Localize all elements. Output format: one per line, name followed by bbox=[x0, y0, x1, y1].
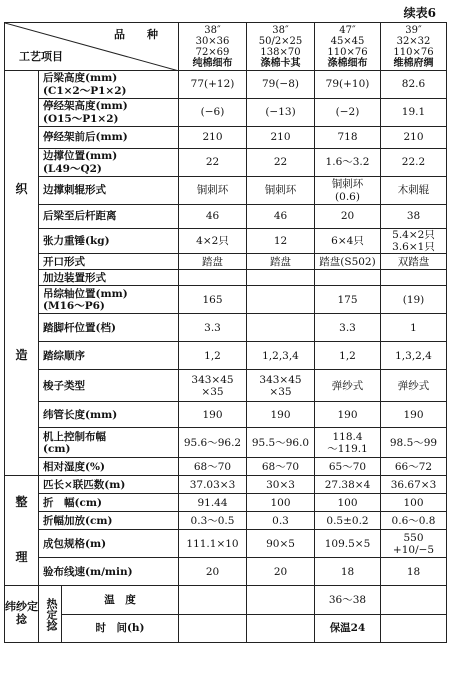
table-cell: 82.6 bbox=[381, 71, 447, 99]
header-column bbox=[247, 23, 315, 71]
table-cell: 100 bbox=[315, 494, 381, 512]
row-item-label: 吊综轴位置(mm) (M16～P6) bbox=[39, 286, 179, 314]
weft-group-label: 热定捻 bbox=[39, 586, 62, 642]
table-cell: 12 bbox=[247, 229, 315, 254]
table-row bbox=[5, 530, 447, 558]
table-row bbox=[5, 205, 447, 229]
table-cell: 79(+10) bbox=[315, 71, 381, 99]
continued-label: 续表6 bbox=[403, 6, 436, 20]
row-item-label: 张力重锤(kg) bbox=[39, 229, 179, 254]
table-cell: 1,2 bbox=[315, 342, 381, 370]
table-row bbox=[5, 127, 447, 149]
table-cell bbox=[247, 614, 315, 643]
table-row bbox=[5, 149, 447, 177]
table-cell: 20 bbox=[315, 205, 381, 229]
table-cell: 91.44 bbox=[179, 494, 247, 512]
header-product-label: 品 种 bbox=[114, 28, 158, 41]
header-spec: 30×36 bbox=[195, 35, 230, 47]
table-cell: 0.3～0.5 bbox=[179, 512, 247, 530]
table-cell: 30×3 bbox=[247, 476, 315, 494]
table-row bbox=[5, 458, 447, 476]
table-cell: 100 bbox=[247, 494, 315, 512]
table-row bbox=[5, 512, 447, 530]
table-cell: 踏盘 bbox=[247, 254, 315, 270]
table-cell: 109.5×5 bbox=[315, 530, 381, 558]
table-cell: (−2) bbox=[315, 99, 381, 127]
table-row bbox=[5, 254, 447, 270]
table-cell: 65～70 bbox=[315, 458, 381, 476]
table-cell: 20 bbox=[247, 558, 315, 586]
table-cell bbox=[247, 314, 315, 342]
table-cell: 66～72 bbox=[381, 458, 447, 476]
row-item-label: 纬管长度(mm) bbox=[39, 402, 179, 428]
header-row bbox=[5, 23, 447, 71]
table-cell: 1,2,3,4 bbox=[247, 342, 315, 370]
table-cell bbox=[179, 614, 247, 643]
row-item-label: 匹长×联匹数(m) bbox=[39, 476, 179, 494]
row-item-label: 折 幅(cm) bbox=[39, 494, 179, 512]
table-cell: 90×5 bbox=[247, 530, 315, 558]
header-column bbox=[179, 23, 247, 71]
row-item-label: 加边装置形式 bbox=[39, 270, 179, 286]
header-corner bbox=[5, 23, 179, 71]
table-cell: 1.6～3.2 bbox=[315, 149, 381, 177]
table-cell: 77(+12) bbox=[179, 71, 247, 99]
header-width: 38″ bbox=[272, 24, 289, 36]
process-table bbox=[4, 22, 447, 643]
table-cell: 6×4只 bbox=[315, 229, 381, 254]
table-cell: 343×45 ×35 bbox=[247, 370, 315, 402]
table-cell: 343×45 ×35 bbox=[179, 370, 247, 402]
table-cell: 0.6～0.8 bbox=[381, 512, 447, 530]
row-item-label: 后梁至后杆距离 bbox=[39, 205, 179, 229]
table-cell: 铜刺环 bbox=[247, 177, 315, 205]
table-cell: 190 bbox=[381, 402, 447, 428]
header-name: 涤棉卡其 bbox=[260, 57, 301, 69]
section-weaving: 织 造 bbox=[5, 71, 39, 476]
header-column bbox=[381, 23, 447, 71]
section-finishing: 整 理 bbox=[5, 476, 39, 586]
table-cell: 46 bbox=[247, 205, 315, 229]
table-cell: 双踏盘 bbox=[381, 254, 447, 270]
row-item-label: 踏脚杆位置(档) bbox=[39, 314, 179, 342]
table-cell: 165 bbox=[179, 286, 247, 314]
table-cell: 铜刺环 bbox=[179, 177, 247, 205]
table-cell: 铜刺环 (0.6) bbox=[315, 177, 381, 205]
table-row bbox=[5, 99, 447, 127]
table-row bbox=[5, 71, 447, 99]
header-spec: 32×32 bbox=[396, 35, 431, 47]
table-cell: 111.1×10 bbox=[179, 530, 247, 558]
table-cell: (−6) bbox=[179, 99, 247, 127]
row-item-label: 停经架高度(mm) (O15～P1×2) bbox=[39, 99, 179, 127]
table-cell: 36.67×3 bbox=[381, 476, 447, 494]
table-cell: 22 bbox=[179, 149, 247, 177]
table-cell: 22 bbox=[247, 149, 315, 177]
row-item-label: 边撑位置(mm) (L49～Q2) bbox=[39, 149, 179, 177]
table-cell: 0.5±0.2 bbox=[315, 512, 381, 530]
table-cell bbox=[247, 270, 315, 286]
table-cell: 27.38×4 bbox=[315, 476, 381, 494]
table-cell: 3.3 bbox=[315, 314, 381, 342]
table-row bbox=[5, 402, 447, 428]
table-row bbox=[5, 286, 447, 314]
table-cell: 95.6～96.2 bbox=[179, 428, 247, 458]
row-item-label: 验布线速(m/min) bbox=[39, 558, 179, 586]
table-cell: 175 bbox=[315, 286, 381, 314]
section-weft: 纬纱定捻 bbox=[5, 586, 39, 643]
table-row bbox=[5, 270, 447, 286]
table-row bbox=[5, 314, 447, 342]
row-item-label: 后梁高度(mm) (C1×2～P1×2) bbox=[39, 71, 179, 99]
table-row bbox=[5, 229, 447, 254]
weft-temp-label: 温 度 bbox=[62, 586, 178, 615]
table-cell: 1,3,2,4 bbox=[381, 342, 447, 370]
table-cell: 95.5～96.0 bbox=[247, 428, 315, 458]
table-cell: 98.5～99 bbox=[381, 428, 447, 458]
table-cell: 36～38 bbox=[315, 586, 381, 615]
weft-subtable bbox=[39, 586, 179, 643]
table-cell: 190 bbox=[315, 402, 381, 428]
header-name: 涤棉细布 bbox=[327, 57, 368, 69]
table-cell: (−13) bbox=[247, 99, 315, 127]
table-row bbox=[5, 342, 447, 370]
table-cell bbox=[179, 586, 247, 615]
table-cell: 210 bbox=[381, 127, 447, 149]
table-cell: 弹纱式 bbox=[381, 370, 447, 402]
header-process-label: 工艺项目 bbox=[19, 50, 63, 64]
header-spec: 50/2×25 bbox=[258, 35, 303, 47]
header-density: 72×69 bbox=[195, 46, 230, 58]
table-cell: 4×2只 bbox=[179, 229, 247, 254]
weft-time-label: 时 间(h) bbox=[95, 622, 145, 635]
table-cell: 550 +10/−5 bbox=[381, 530, 447, 558]
header-density: 110×76 bbox=[393, 46, 434, 58]
header-name: 纯棉细布 bbox=[192, 57, 233, 69]
row-item-label: 踏综顺序 bbox=[39, 342, 179, 370]
row-item-label: 边撑刺辊形式 bbox=[39, 177, 179, 205]
table-cell: 190 bbox=[179, 402, 247, 428]
table-cell: 踏盘(S502) bbox=[315, 254, 381, 270]
table-cell: 19.1 bbox=[381, 99, 447, 127]
table-row bbox=[5, 370, 447, 402]
table-cell: 踏盘 bbox=[179, 254, 247, 270]
table-cell bbox=[381, 270, 447, 286]
table-cell bbox=[247, 286, 315, 314]
table-cell: (19) bbox=[381, 286, 447, 314]
header-density: 110×76 bbox=[327, 46, 368, 58]
table-cell: 22.2 bbox=[381, 149, 447, 177]
table-cell: 190 bbox=[247, 402, 315, 428]
header-name: 维棉府绸 bbox=[393, 57, 434, 69]
table-cell: 718 bbox=[315, 127, 381, 149]
table-cell: 46 bbox=[179, 205, 247, 229]
header-column bbox=[315, 23, 381, 71]
table-cell: 79(−8) bbox=[247, 71, 315, 99]
table-cell: 68～70 bbox=[247, 458, 315, 476]
table-cell: 0.3 bbox=[247, 512, 315, 530]
table-cell bbox=[247, 586, 315, 615]
table-cell: 1 bbox=[381, 314, 447, 342]
table-row bbox=[5, 494, 447, 512]
header-width: 38″ bbox=[204, 24, 221, 36]
table-cell: 210 bbox=[179, 127, 247, 149]
table-row bbox=[5, 586, 447, 615]
row-item-label: 折幅加放(cm) bbox=[39, 512, 179, 530]
header-width: 39″ bbox=[405, 24, 422, 36]
row-item-label: 相对湿度(%) bbox=[39, 458, 179, 476]
table-cell: 18 bbox=[315, 558, 381, 586]
table-row bbox=[5, 177, 447, 205]
table-cell bbox=[381, 614, 447, 643]
table-cell bbox=[179, 270, 247, 286]
table-cell: 100 bbox=[381, 494, 447, 512]
table-cell: 37.03×3 bbox=[179, 476, 247, 494]
table-cell: 1,2 bbox=[179, 342, 247, 370]
table-cell: 118.4 ～119.1 bbox=[315, 428, 381, 458]
table-cell: 18 bbox=[381, 558, 447, 586]
table-cell: 3.3 bbox=[179, 314, 247, 342]
table-cell: 68～70 bbox=[179, 458, 247, 476]
row-item-label: 机上控制布幅 (cm) bbox=[39, 428, 179, 458]
table-cell: 210 bbox=[247, 127, 315, 149]
table-cell: 38 bbox=[381, 205, 447, 229]
header-density: 138×70 bbox=[260, 46, 301, 58]
table-cell: 木刺辊 bbox=[381, 177, 447, 205]
table-row bbox=[5, 428, 447, 458]
table-cell bbox=[381, 586, 447, 615]
table-row bbox=[5, 476, 447, 494]
table-row bbox=[5, 558, 447, 586]
header-width: 47″ bbox=[339, 24, 356, 36]
table-cell: 弹纱式 bbox=[315, 370, 381, 402]
row-item-label: 开口形式 bbox=[39, 254, 179, 270]
table-cell: 5.4×2只 3.6×1只 bbox=[381, 229, 447, 254]
row-item-label: 梭子类型 bbox=[39, 370, 179, 402]
row-item-label: 停经架前后(mm) bbox=[39, 127, 179, 149]
table-cell: 保温24 bbox=[315, 614, 381, 643]
row-item-label: 成包规格(m) bbox=[39, 530, 179, 558]
header-spec: 45×45 bbox=[330, 35, 365, 47]
table-cell bbox=[315, 270, 381, 286]
table-cell: 20 bbox=[179, 558, 247, 586]
